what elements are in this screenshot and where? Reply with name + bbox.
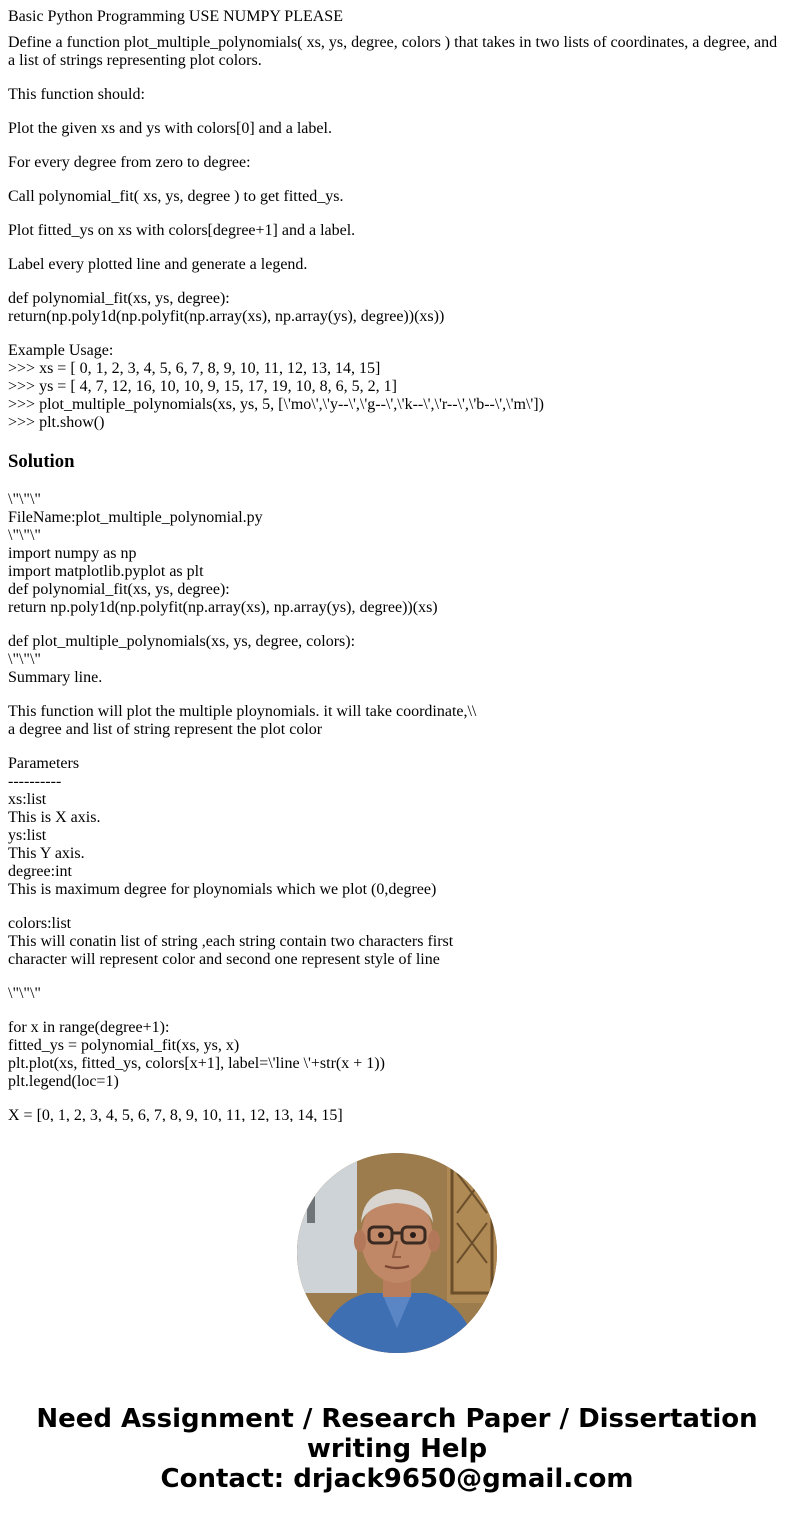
solution-heading: Solution xyxy=(8,451,75,472)
text-line: plt.plot(xs, fitted_ys, colors[x+1], label=\'line \'+str(x + 1)) xyxy=(8,1055,385,1072)
promo-line-1: Need Assignment / Research Paper / Dissertation xyxy=(36,1404,758,1434)
text-line: return np.poly1d(np.polyfit(np.array(xs), np.array(ys), degree))(xs) xyxy=(8,599,438,616)
text-line: >>> plt.show() xyxy=(8,414,105,431)
paragraph xyxy=(8,491,786,617)
paragraph xyxy=(8,86,786,104)
text-line: Example Usage: xyxy=(8,342,114,359)
promo-banner xyxy=(0,1404,794,1494)
promo-contact: Contact: drjack9650@gmail.com xyxy=(160,1464,634,1494)
text-line: ys:list xyxy=(8,827,47,844)
paragraph xyxy=(8,120,786,138)
text-line: This will conatin list of string ,each string contain two characters first xyxy=(8,933,454,950)
text-line: Parameters xyxy=(8,755,80,772)
text-line: for x in range(degree+1): xyxy=(8,1019,170,1036)
question-section xyxy=(8,8,786,26)
text-line: This is X axis. xyxy=(8,809,101,826)
text-line: def polynomial_fit(xs, ys, degree): xyxy=(8,290,230,307)
text-line: \"\"\" xyxy=(8,985,41,1002)
text-line: \"\"\" xyxy=(8,527,41,544)
solution-body xyxy=(8,491,786,1122)
text-line: >>> ys = [ 4, 7, 12, 16, 10, 10, 9, 15, 17, 19, 10, 8, 6, 5, 2, 1] xyxy=(8,378,397,395)
text-line: X = [0, 1, 2, 3, 4, 5, 6, 7, 8, 9, 10, 11, 12, 13, 14, 15] xyxy=(8,1107,343,1122)
text-line: ---------- xyxy=(8,773,62,790)
question-body xyxy=(8,34,786,432)
text-line: For every degree from zero to degree: xyxy=(8,154,251,171)
text-line: xs:list xyxy=(8,791,47,808)
text-line: def polynomial_fit(xs, ys, degree): xyxy=(8,581,230,598)
text-line: This is maximum degree for ploynomials which we plot (0,degree) xyxy=(8,881,437,898)
paragraph xyxy=(8,703,786,739)
text-line: This function will plot the multiple ploynomials. it will take coordinate,\\ xyxy=(8,703,477,720)
text-line: fitted_ys = polynomial_fit(xs, ys, x) xyxy=(8,1037,240,1054)
text-line: This Y axis. xyxy=(8,845,85,862)
text-line: \"\"\" xyxy=(8,651,41,668)
document-content xyxy=(8,0,786,1122)
paragraph xyxy=(8,222,786,240)
paragraph xyxy=(8,34,786,70)
paragraph xyxy=(8,154,786,172)
text-line: Summary line. xyxy=(8,669,103,686)
text-line: plt.legend(loc=1) xyxy=(8,1073,119,1090)
paragraph xyxy=(8,1107,786,1122)
question-title: Basic Python Programming USE NUMPY PLEASE xyxy=(8,8,343,25)
text-line: Call polynomial_fit( xs, ys, degree ) to get fitted_ys. xyxy=(8,188,344,205)
text-line: >>> plot_multiple_polynomials(xs, ys, 5, [\'mo\',\'y--\',\'g--\',\'k--\',\'r--\',\'b--\',\'m\']) xyxy=(8,396,544,413)
paragraph xyxy=(8,256,786,274)
text-line: Plot the given xs and ys with colors[0] and a label. xyxy=(8,120,332,137)
paragraph xyxy=(8,755,786,899)
text-line: Plot fitted_ys on xs with colors[degree+1] and a label. xyxy=(8,222,356,239)
text-line: import numpy as np xyxy=(8,545,137,562)
text-line: \"\"\" xyxy=(8,491,41,508)
text-line: >>> xs = [ 0, 1, 2, 3, 4, 5, 6, 7, 8, 9, 10, 11, 12, 13, 14, 15] xyxy=(8,360,381,377)
author-portrait-icon xyxy=(297,1153,497,1353)
paragraph xyxy=(8,1019,786,1091)
paragraph xyxy=(8,985,786,1003)
promo-line-2: writing Help xyxy=(306,1434,488,1464)
paragraph xyxy=(8,342,786,432)
paragraph xyxy=(8,290,786,326)
text-line: Define a function plot_multiple_polynomials( xs, ys, degree, colors ) that takes in two lists of coordinates, a degree, and a list of strings representing plot colors. xyxy=(8,34,782,69)
text-line: def plot_multiple_polynomials(xs, ys, degree, colors): xyxy=(8,633,356,650)
text-line: Label every plotted line and generate a legend. xyxy=(8,256,308,273)
text-line: degree:int xyxy=(8,863,72,880)
paragraph xyxy=(8,915,786,969)
text-line: return(np.poly1d(np.polyfit(np.array(xs), np.array(ys), degree))(xs)) xyxy=(8,308,445,325)
text-line: FileName:plot_multiple_polynomial.py xyxy=(8,509,263,526)
text-line: This function should: xyxy=(8,86,145,103)
text-line: import matplotlib.pyplot as plt xyxy=(8,563,204,580)
paragraph xyxy=(8,188,786,206)
text-line: character will represent color and second one represent style of line xyxy=(8,951,440,968)
paragraph xyxy=(8,633,786,687)
author-avatar xyxy=(297,1153,497,1353)
text-line: a degree and list of string represent the plot color xyxy=(8,721,323,738)
text-line: colors:list xyxy=(8,915,72,932)
